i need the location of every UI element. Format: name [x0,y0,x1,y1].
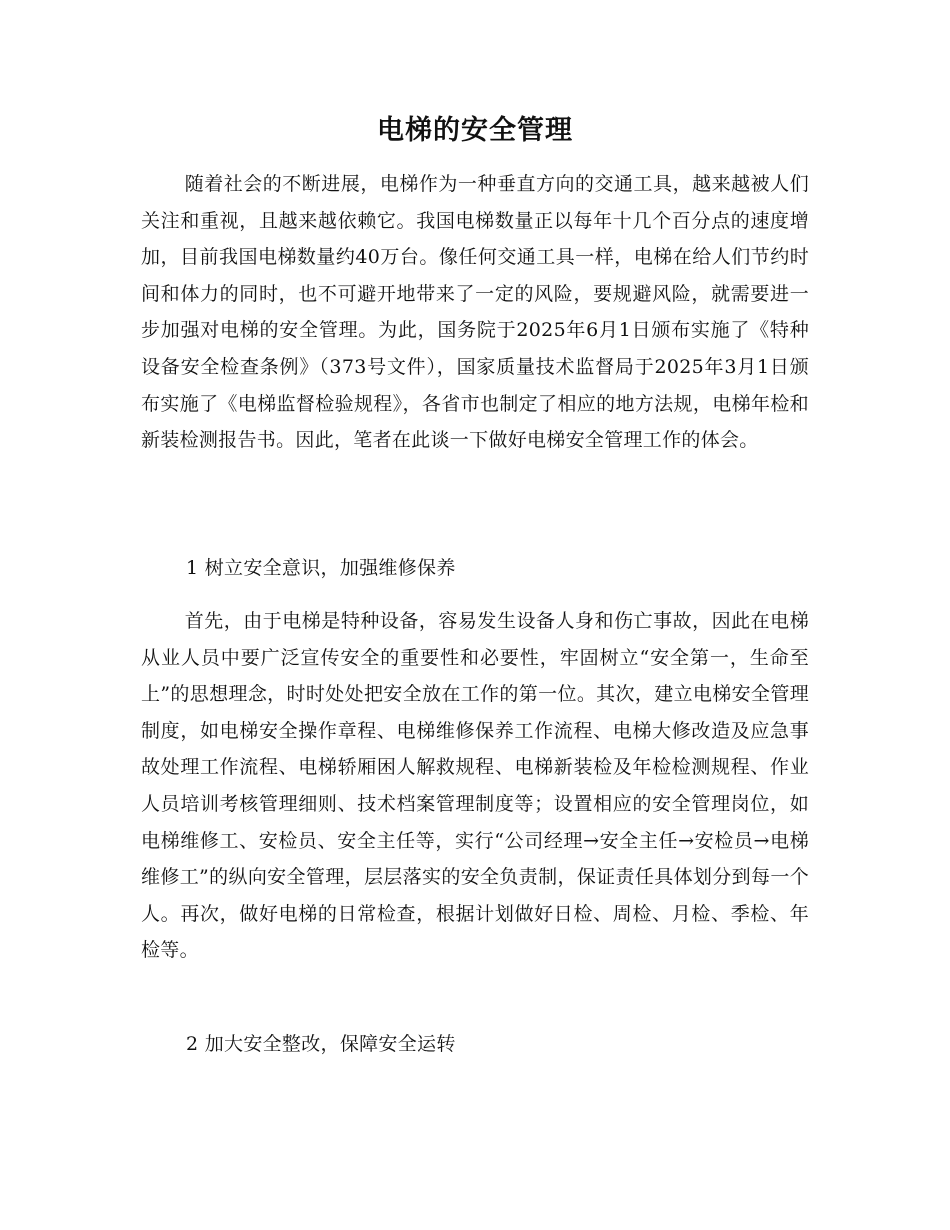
document-title: 电梯的安全管理 [377,115,573,146]
section-2-heading: 2 加大安全整改，保障安全运转 [186,1033,456,1055]
section-1-heading: 1 树立安全意识，加强维修保养 [186,557,456,579]
section-1-paragraph: 首先，由于电梯是特种设备，容易发生设备人身和伤亡事故，因此在电梯从业人员中要广泛宣传安全的重要性和必要性，牢固树立“安全第一，生命至上”的思想理念，时时处处把安全放在工作的第一位。其次，建立电梯安全管理制度，如电梯安全操作章程、电梯维修保养工作流程、电梯大修改造及应急事故处理工作流程、电梯轿厢困人解救规程、电梯新装检及年检检测规程、作业人员培训考核管理细则、技术档案管理制度等；设置相应的安全管理岗位，如电梯维修工、安检员、安全主任等，实行“公司经理→安全主任→安检员→电梯维修工”的纵向安全管理，层层落实的安全负责制，保证责任具体划分到每一个人。再次，做好电梯的日常检查，根据计划做好日检、周检、月检、季检、年检等。 [141,610,809,962]
intro-paragraph: 随着社会的不断进展，电梯作为一种垂直方向的交通工具，越来越被人们关注和重视，且越来越依赖它。我国电梯数量正以每年十几个百分点的速度增加，目前我国电梯数量约40万台。像任何交通工具一样，电梯在给人们节约时间和体力的同时，也不可避开地带来了一定的风险，要规避风险，就需要进一步加强对电梯的安全管理。为此，国务院于2025年6月1日颁布实施了《特种设备安全检查条例》（373号文件），国家质量技术监督局于2025年3月1日颁布实施了《电梯监督检验规程》，各省市也制定了相应的地方法规，电梯年检和新装检测报告书。因此，笔者在此谈一下做好电梯安全管理工作的体会。 [141,173,809,452]
